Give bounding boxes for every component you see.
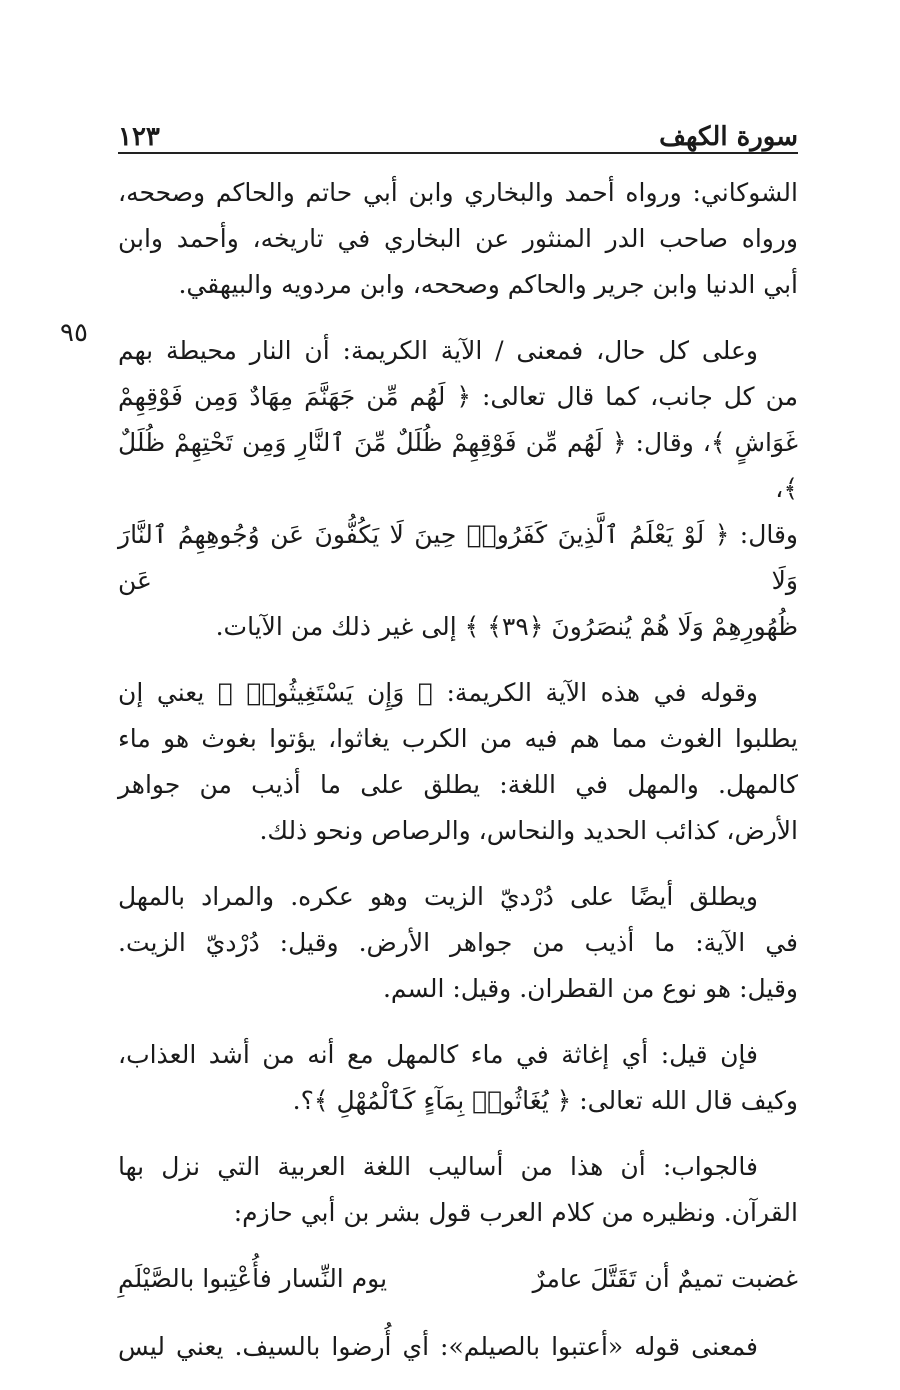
text-line: الشوكاني: ورواه أحمد والبخاري وابن أبي حاتم والحاكم وصححه، bbox=[118, 178, 798, 207]
paragraph-shawkani-citation bbox=[118, 170, 798, 308]
text-line: في الآية: ما أذيب من جواهر الأرض. وقيل: دُرْديّ الزيت. bbox=[118, 928, 798, 957]
text-line: أبي الدنيا وابن جرير والحاكم وصححه، وابن مردويه والبيهقي. bbox=[178, 270, 798, 299]
paragraph-istighatha bbox=[118, 670, 798, 854]
surah-title: سورة الكهف bbox=[659, 122, 798, 152]
page-number: ١٢٣ bbox=[118, 122, 160, 152]
poetry-verse bbox=[118, 1256, 798, 1302]
verse-first-hemistich: غضبت تميمٌ أن تَقَتَّلَ عامرٌ bbox=[532, 1264, 798, 1293]
text-line: ويطلق أيضًا على دُرْديّ الزيت وهو عكره. والمراد بالمهل bbox=[118, 882, 758, 911]
text-line: فمعنى قوله «أعتبوا بالصيلم»: أي أُرضوا بالسيف. يعني ليس bbox=[118, 1332, 758, 1361]
verse-second-hemistich: يوم النِّسار فأُعْتِبوا بالصَّيْلَمِ bbox=[118, 1264, 388, 1293]
page-header bbox=[118, 108, 798, 152]
text-line: يطلبوا الغوث مما هم فيه من الكرب يغاثوا، يؤتوا بغوث هو ماء bbox=[118, 724, 798, 753]
text-line: وقيل: هو نوع من القطران. وقيل: السم. bbox=[382, 974, 798, 1003]
text-line: كالمهل. والمهل في اللغة: يطلق على ما أذيب من جواهر bbox=[118, 770, 798, 799]
margin-page-reference: ٩٥ bbox=[60, 318, 88, 348]
text-line: وكيف قال الله تعالى: ﴿ يُغَاثُوا۟ بِمَآءٍ كَٱلْمُهْلِ ﴾؟. bbox=[292, 1086, 798, 1115]
page-body bbox=[118, 170, 798, 1390]
paragraph-muhl-meaning bbox=[118, 874, 798, 1012]
text-line: الأرض، كذائب الحديد والنحاس، والرصاص ونحو ذلك. bbox=[259, 816, 798, 845]
text-line: فالجواب: أن هذا من أساليب اللغة العربية التي نزل بها bbox=[118, 1152, 758, 1181]
paragraph-fire-surrounds bbox=[118, 328, 798, 650]
text-line: ظُهُورِهِمْ وَلَا هُمْ يُنصَرُونَ ﴿٣٩﴾ ﴾ إلى غير ذلك من الآيات. bbox=[215, 612, 798, 641]
text-line: وعلى كل حال، فمعنى / الآية الكريمة: أن النار محيطة بهم bbox=[118, 336, 758, 365]
paragraph-explanation bbox=[118, 1324, 798, 1370]
text-line: وقال: ﴿ لَوْ يَعْلَمُ ٱلَّذِينَ كَفَرُوا۟ حِينَ لَا يَكُفُّونَ عَن وُجُوهِهِمُ ٱلنَّارَ وَلَا عَن bbox=[118, 520, 798, 595]
paragraph-answer bbox=[118, 1144, 798, 1236]
text-line: فإن قيل: أي إغاثة في ماء كالمهل مع أنه من أشد العذاب، bbox=[118, 1040, 758, 1069]
text-line: ورواه صاحب الدر المنثور عن البخاري في تاريخه، وأحمد وابن bbox=[118, 224, 798, 253]
header-divider bbox=[118, 152, 798, 154]
text-line: من كل جانب، كما قال تعالى: ﴿ لَهُم مِّن جَهَنَّمَ مِهَادٌ وَمِن فَوْقِهِمْ bbox=[118, 382, 798, 411]
text-line: وقوله في هذه الآية الكريمة: ﴿ وَإِن يَسْتَغِيثُوا۟ ﴾ يعني إن bbox=[118, 678, 758, 707]
paragraph-question bbox=[118, 1032, 798, 1124]
text-line: القرآن. ونظيره من كلام العرب قول بشر بن أبي حازم: bbox=[233, 1198, 798, 1227]
text-line: غَوَاشٍ ﴾، وقال: ﴿ لَهُم مِّن فَوْقِهِمْ ظُلَلٌ مِّنَ ٱلنَّارِ وَمِن تَحْتِهِمْ ظُلَلٌ ﴾، bbox=[118, 428, 798, 503]
